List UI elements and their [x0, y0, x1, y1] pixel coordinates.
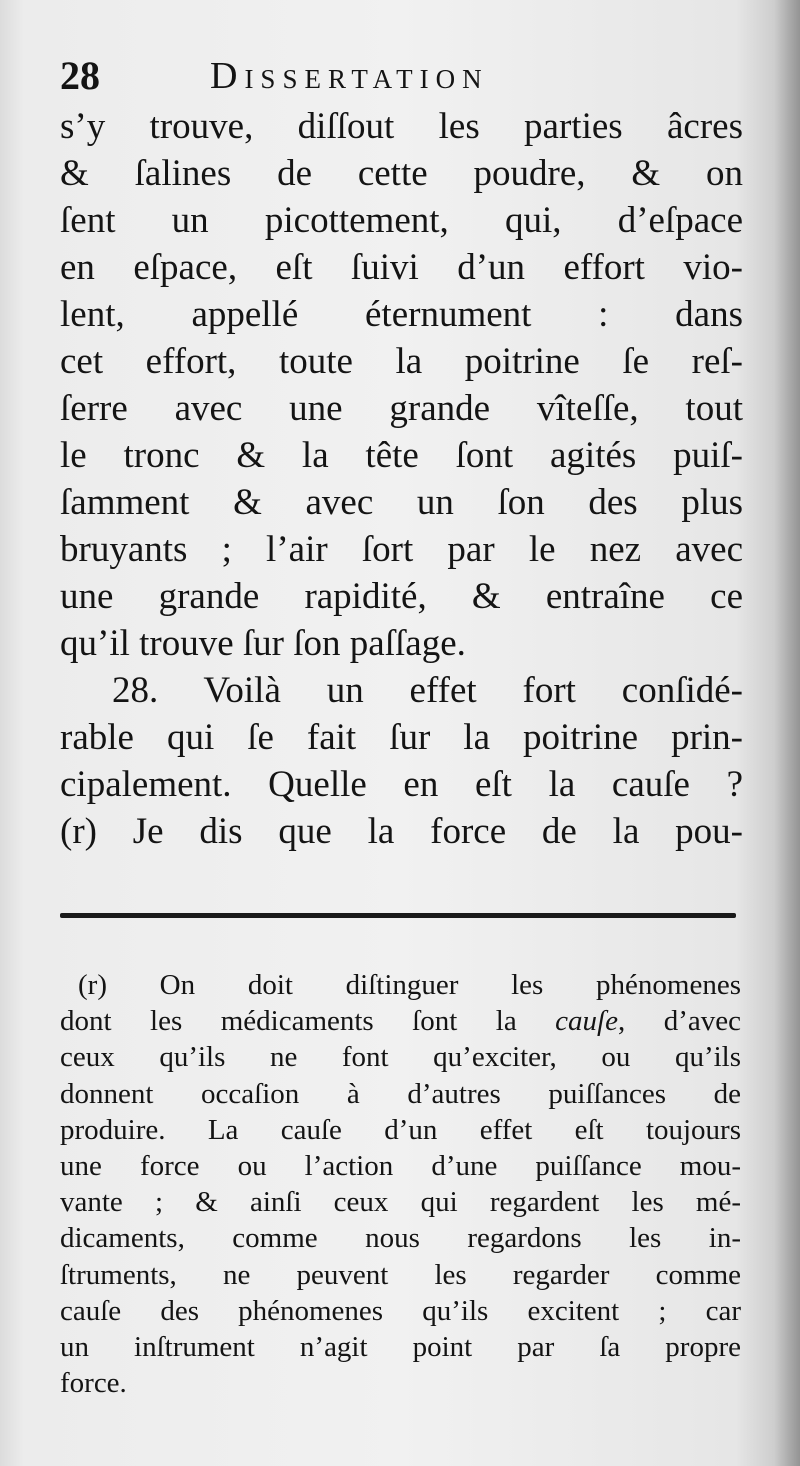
footnote-line: une force ou l’action d’une puiſſance mou- [60, 1149, 741, 1182]
text-line: bruyants ; l’air ſort par le nez avec [60, 529, 743, 570]
page-gutter-shadow [774, 0, 800, 1466]
footnote-text: , d’avec [617, 1005, 741, 1038]
main-text [60, 103, 743, 855]
text-line: s’y trouve, diſſout les parties âcres [60, 106, 743, 147]
text-line: ſerre avec une grande vîteſſe, tout [60, 388, 743, 429]
page-number: 28 [60, 53, 100, 98]
text-line: cipalement. Quelle en eſt la cauſe ? [60, 764, 743, 805]
footnote-line: vante ; & ainſi ceux qui regardent les mé- [60, 1186, 741, 1219]
text-line: & ſalines de cette poudre, & on [60, 153, 743, 194]
footnote-line: (r) On doit diſtinguer les phénomenes [78, 969, 741, 1001]
text-line: le tronc & la tête ſont agités puiſ- [60, 435, 743, 476]
text-line: (r) Je dis que la force de la pou- [60, 811, 743, 852]
text-line: ſamment & avec un ſon des plus [60, 482, 743, 523]
running-title: Dissertation [210, 55, 489, 97]
footnote-divider [60, 913, 736, 918]
page-header [60, 50, 740, 102]
footnote-line: dicaments, comme nous regardons les in- [60, 1222, 741, 1255]
footnote-line: produire. La cauſe d’un effet eſt toujours [60, 1113, 741, 1146]
text-line: en eſpace, eſt ſuivi d’un effort vio- [60, 247, 743, 288]
text-line: rable qui ſe fait ſur la poitrine prin- [60, 717, 743, 758]
footnote [60, 967, 741, 1401]
footnote-line: donnent occaſion à d’autres puiſſances de [60, 1077, 741, 1110]
footnote-line: force. [60, 1367, 127, 1400]
footnote-line: ſtruments, ne peuvent les regarder comme [60, 1258, 741, 1291]
text-line: cet effort, toute la poitrine ſe reſ- [60, 341, 743, 382]
footnote-line: un inſtrument n’agit point par ſa propre [60, 1330, 741, 1363]
footnote-italic-word: cauſe [555, 1005, 618, 1038]
footnote-line: cauſe des phénomenes qu’ils excitent ; car [60, 1294, 741, 1327]
footnote-text: dont les médicaments ſont la [60, 1005, 556, 1038]
text-line: qu’il trouve ſur ſon paſſage. [60, 623, 466, 664]
footnote-line: ceux qu’ils ne font qu’exciter, ou qu’ils [60, 1041, 741, 1074]
text-line: ſent un picottement, qui, d’eſpace [60, 200, 743, 241]
footnote-line [60, 1003, 741, 1039]
text-line: une grande rapidité, & entraîne ce [60, 576, 743, 617]
text-line: lent, appellé éternument : dans [60, 294, 743, 335]
paragraph-start-line: 28. Voilà un effet fort conſidé- [112, 670, 743, 711]
